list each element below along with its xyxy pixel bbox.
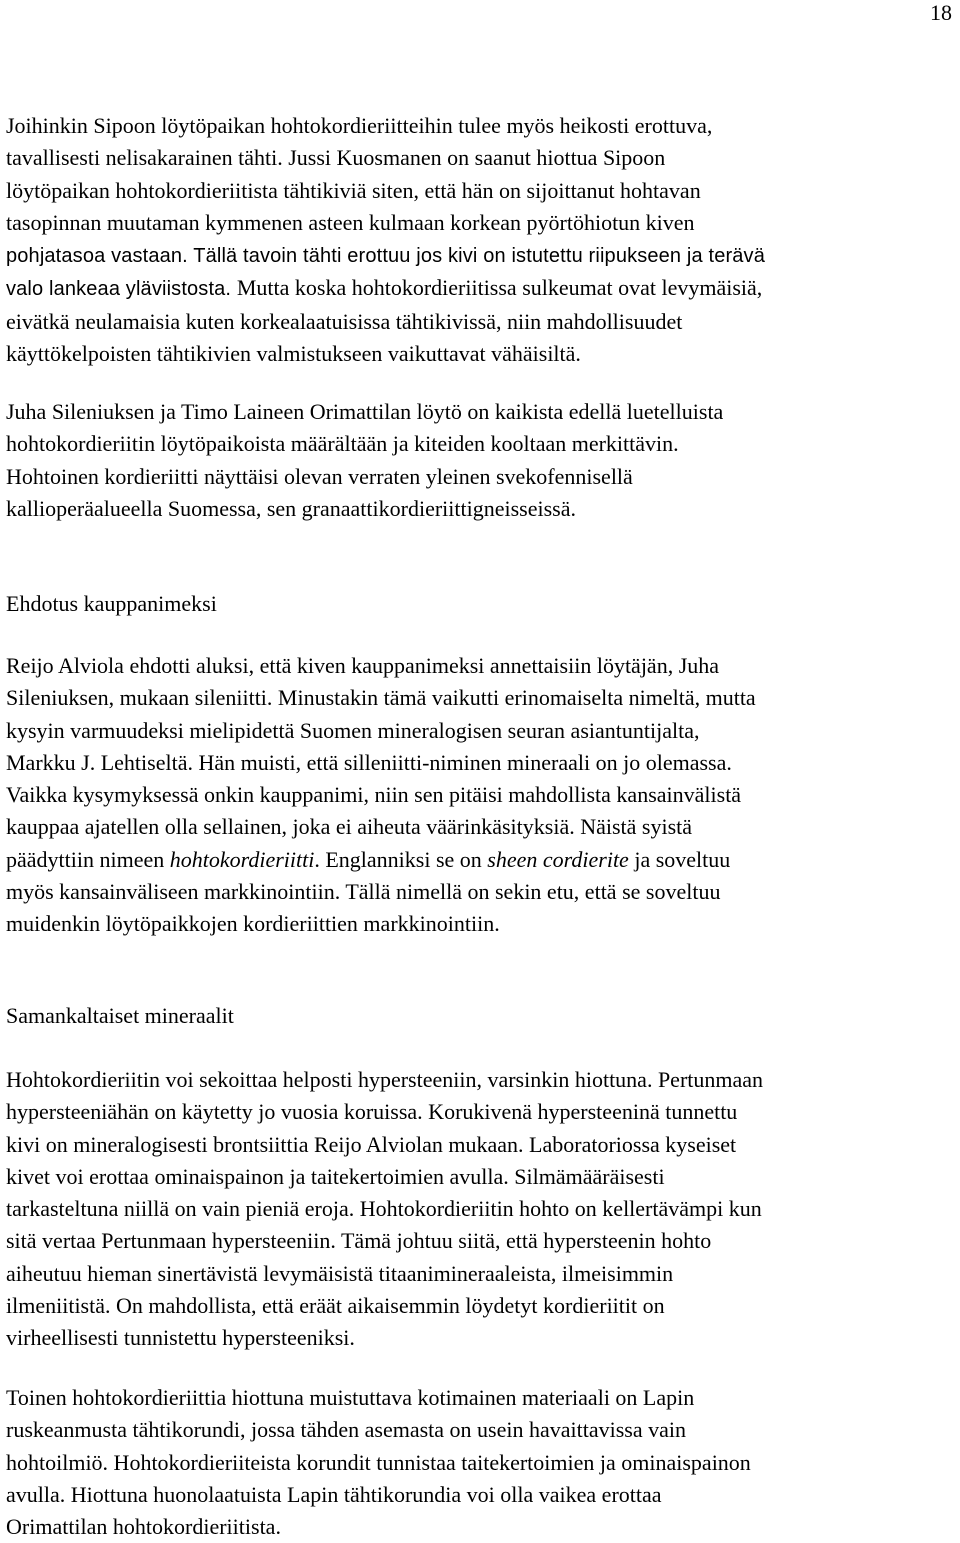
text-line: virheellisesti tunnistettu hypersteeniksi. xyxy=(6,1325,355,1351)
italic-term: hohtokordieriitti xyxy=(169,846,315,872)
text-line: Hohtoinen kordieriitti näyttäisi olevan verraten yleinen svekofennisellä xyxy=(6,463,633,489)
text-line: kallioperäalueella Suomessa, sen granaattikordieriittigneisseissä. xyxy=(6,495,576,521)
italic-term: sheen cordierite xyxy=(487,846,629,872)
text-line: kivi on mineralogisesti brontsiittia Reijo Alviolan mukaan. Laboratoriossa kyseiset xyxy=(6,1131,737,1157)
paragraph-hypersthene xyxy=(6,1064,958,1355)
text-line xyxy=(6,142,958,174)
text-line: avulla. Hiottuna huonolaatuista Lapin tähtikorundia voi olla vaikea erottaa xyxy=(6,1481,662,1507)
text-line: käyttökelpoisten tähtikivien valmistukseen vaikuttavat vähäisiltä. xyxy=(6,341,581,367)
text-line: muidenkin löytöpaikkojen kordieriittien markkinointiin. xyxy=(6,911,500,937)
text-line: kivet voi erottaa ominaispainon ja taitekertoimien avulla. Silmämääräisesti xyxy=(6,1163,665,1189)
text-line: kauppaa ajatellen olla sellainen, joka ei aiheuta väärinkäsityksiä. Näistä syistä xyxy=(6,814,693,840)
text-segment: . Englanniksi se on xyxy=(314,846,488,872)
text-line: ilmeniitistä. On mahdollista, että eräät aikaisemmin löydetyt kordieriitit on xyxy=(6,1293,665,1319)
text-line: myös kansainväliseen markkinointiin. Tällä nimellä on sekin etu, että se soveltuu xyxy=(6,879,721,905)
text-line: Markku J. Lehtiseltä. Hän muisti, että silleniitti-niminen mineraali on jo olemassa. xyxy=(6,749,732,775)
text-line xyxy=(6,239,958,272)
text-line: Orimattilan hohtokordieriitista. xyxy=(6,1514,281,1540)
paragraph-orimattila-find xyxy=(6,396,958,525)
text-line: hypersteeniähän on käytetty jo vuosia koruissa. Korukivenä hypersteeninä tunnettu xyxy=(6,1099,738,1125)
text-line: löytöpaikan hohtokordieriitista tähtikiviä siten, että hän on sijoittanut hohtavan xyxy=(6,177,701,203)
text-line: hohtoilmiö. Hohtokordieriiteista korundit tunnistaa taitekertoimien ja ominaispainon xyxy=(6,1449,751,1475)
text-line: aiheutuu hieman sinertävistä levymäisistä titaanimineraaleista, ilmeisimmin xyxy=(6,1260,674,1286)
section-heading-similar-minerals: Samankaltaiset mineraalit xyxy=(6,1003,234,1028)
text-line: kysyin varmuudeksi mielipidettä Suomen mineralogisen seuran asiantuntijalta, xyxy=(6,717,700,743)
text-segment: Jussi Kuosmanen on saanut hiottua Sipoon xyxy=(288,145,666,171)
paragraph-trade-name xyxy=(6,650,958,941)
text-line: hohtokordieriitin löytöpaikoista määrältään ja kiteiden kooltaan merkittävin. xyxy=(6,431,679,457)
section-heading-trade-name: Ehdotus kauppanimeksi xyxy=(6,591,217,616)
text-line: Vaikka kysymyksessä onkin kauppanimi, niin sen pitäisi mahdollista kansainvälistä xyxy=(6,782,742,808)
text-line: sitä vertaa Pertunmaan hypersteeniin. Tämä johtuu siitä, että hypersteenin hohto xyxy=(6,1228,712,1254)
text-line: eivätkä neulamaisia kuten korkealaatuisissa tähtikivissä, niin mahdollisuudet xyxy=(6,308,683,334)
text-line: ruskeanmusta tähtikorundi, jossa tähden asemasta on usein havaittavissa vain xyxy=(6,1417,687,1443)
text-segment: Mutta koska hohtokordieriitissa sulkeumat ovat levymäisiä, xyxy=(236,275,763,301)
text-segment: päädyttiin nimeen xyxy=(6,846,170,872)
page-number: 18 xyxy=(930,0,952,25)
paragraph-star-corundum xyxy=(6,1382,958,1543)
text-segment: tavallisesti nelisakarainen tähti. xyxy=(6,145,289,171)
text-line xyxy=(6,844,958,876)
text-line: tarkasteltuna niillä on vain pieniä eroja. Hohtokordieriitin hohto on kellertävämpi kun xyxy=(6,1196,762,1222)
text-line: Sileniuksen, mukaan sileniitti. Minustakin tämä vaikutti erinomaiselta nimeltä, mutta xyxy=(6,685,756,711)
text-segment: Tällä tavoin tähti erottuu jos kivi on istutettu riipukseen ja terävä xyxy=(193,245,765,268)
text-line: Toinen hohtokordieriittia hiottuna muistuttava kotimainen materiaali on Lapin xyxy=(6,1385,695,1410)
text-line: Reijo Alviola ehdotti aluksi, että kiven kauppanimeksi annettaisiin löytäjän, Juha xyxy=(6,653,720,678)
paragraph-star-effect xyxy=(6,110,958,370)
text-line: Juha Sileniuksen ja Timo Laineen Orimattilan löytö on kaikista edellä luetelluista xyxy=(6,399,724,424)
text-segment: valo lankeaa yläviistosta. xyxy=(6,278,237,301)
text-line: tasopinnan muutaman kymmenen asteen kulmaan korkean pyörtöhiotun kiven xyxy=(6,209,695,235)
text-line: Hohtokordieriitin voi sekoittaa helposti hypersteeniin, varsinkin hiottuna. Pertunmaan xyxy=(6,1067,764,1092)
text-line xyxy=(6,272,958,305)
text-segment: ja soveltuu xyxy=(628,846,731,872)
text-segment: pohjatasoa vastaan. xyxy=(6,245,194,268)
text-line: Joihinkin Sipoon löytöpaikan hohtokordieriitteihin tulee myös heikosti erottuva, xyxy=(6,113,713,138)
